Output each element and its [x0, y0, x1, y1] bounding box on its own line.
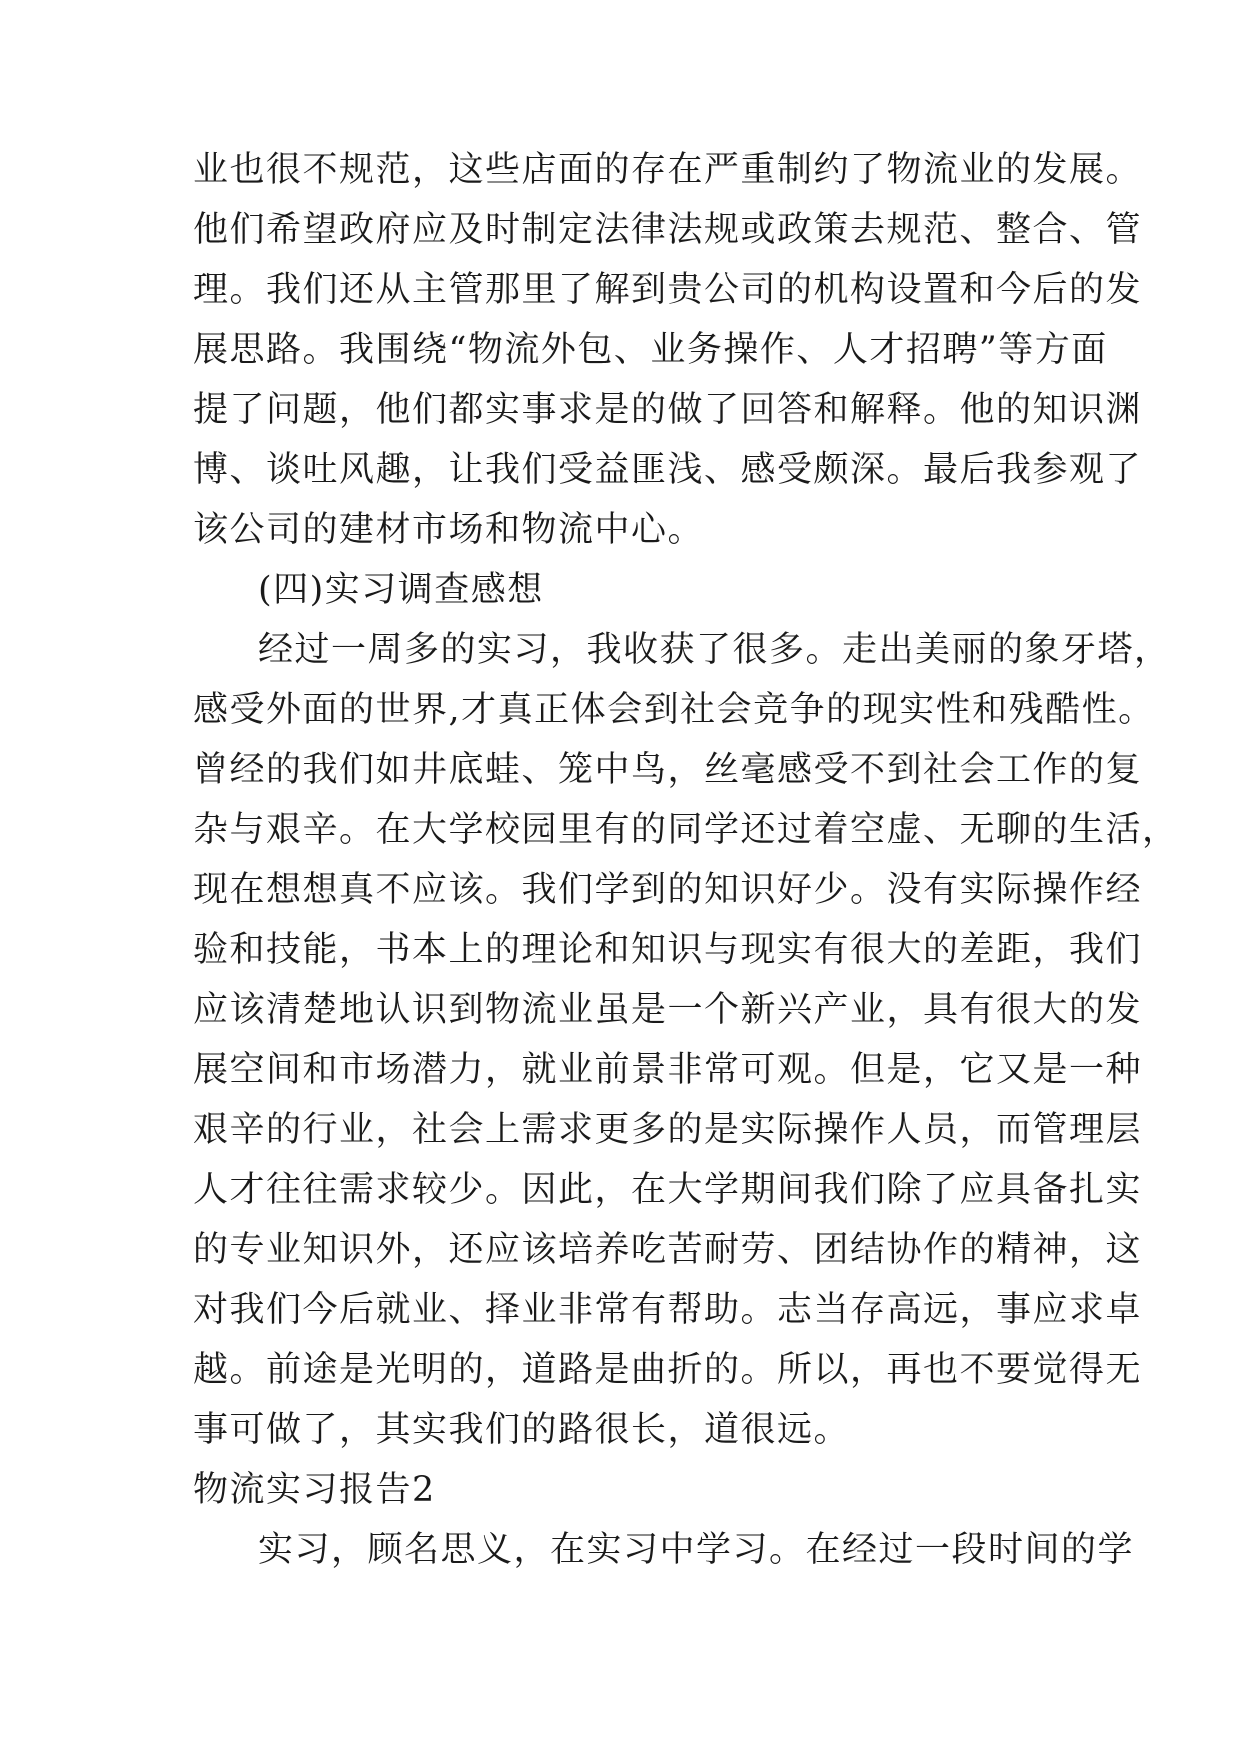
- text-line: 事可做了，其实我们的路很长，道很远。: [193, 1410, 851, 1450]
- text-line: 应该清楚地认识到物流业虽是一个新兴产业，具有很大的发: [193, 990, 1143, 1030]
- text-line: 对我们今后就业、择业非常有帮助。志当存高远，事应求卓: [193, 1290, 1143, 1330]
- text-line: 博、谈吐风趣，让我们受益匪浅、感受颇深。最后我参观了: [193, 450, 1143, 490]
- text-line: 杂与艰辛。在大学校园里有的同学还过着空虚、无聊的生活，: [193, 810, 1179, 850]
- text-line: 的专业知识外，还应该培养吃苦耐劳、团结协作的精神，这: [193, 1230, 1143, 1270]
- text-line: 该公司的建材市场和物流中心。: [193, 510, 705, 550]
- text-line: 艰辛的行业，社会上需求更多的是实际操作人员，而管理层: [193, 1110, 1143, 1150]
- text-line: 曾经的我们如井底蛙、笼中鸟，丝毫感受不到社会工作的复: [193, 750, 1143, 790]
- paragraph-start: 实习，顾名思义，在实习中学习。在经过一段时间的学: [258, 1530, 1135, 1570]
- text-line: 越。前途是光明的，道路是曲折的。所以，再也不要觉得无: [193, 1350, 1143, 1390]
- paragraph-start: 经过一周多的实习，我收获了很多。走出美丽的象牙塔，: [258, 630, 1171, 670]
- text-line: 人才往往需求较少。因此，在大学期间我们除了应具备扎实: [193, 1170, 1143, 1210]
- text-line: 展思路。我围绕“物流外包、业务操作、人才招聘”等方面: [193, 330, 1108, 370]
- text-line: 他们希望政府应及时制定法律法规或政策去规范、整合、管: [193, 210, 1143, 250]
- section-heading: (四)实习调查感想: [258, 570, 544, 610]
- text-line: 验和技能，书本上的理论和知识与现实有很大的差距，我们: [193, 930, 1143, 970]
- report-title: 物流实习报告2: [193, 1470, 436, 1510]
- text-line: 理。我们还从主管那里了解到贵公司的机构设置和今后的发: [193, 270, 1143, 310]
- text-line: 展空间和市场潜力，就业前景非常可观。但是，它又是一种: [193, 1050, 1143, 1090]
- text-line: 感受外面的世界,才真正体会到社会竞争的现实性和残酷性。: [193, 690, 1155, 730]
- text-line: 提了问题，他们都实事求是的做了回答和解释。他的知识渊: [193, 390, 1143, 430]
- text-line: 现在想想真不应该。我们学到的知识好少。没有实际操作经: [193, 870, 1143, 910]
- text-line: 业也很不规范，这些店面的存在严重制约了物流业的发展。: [193, 150, 1143, 190]
